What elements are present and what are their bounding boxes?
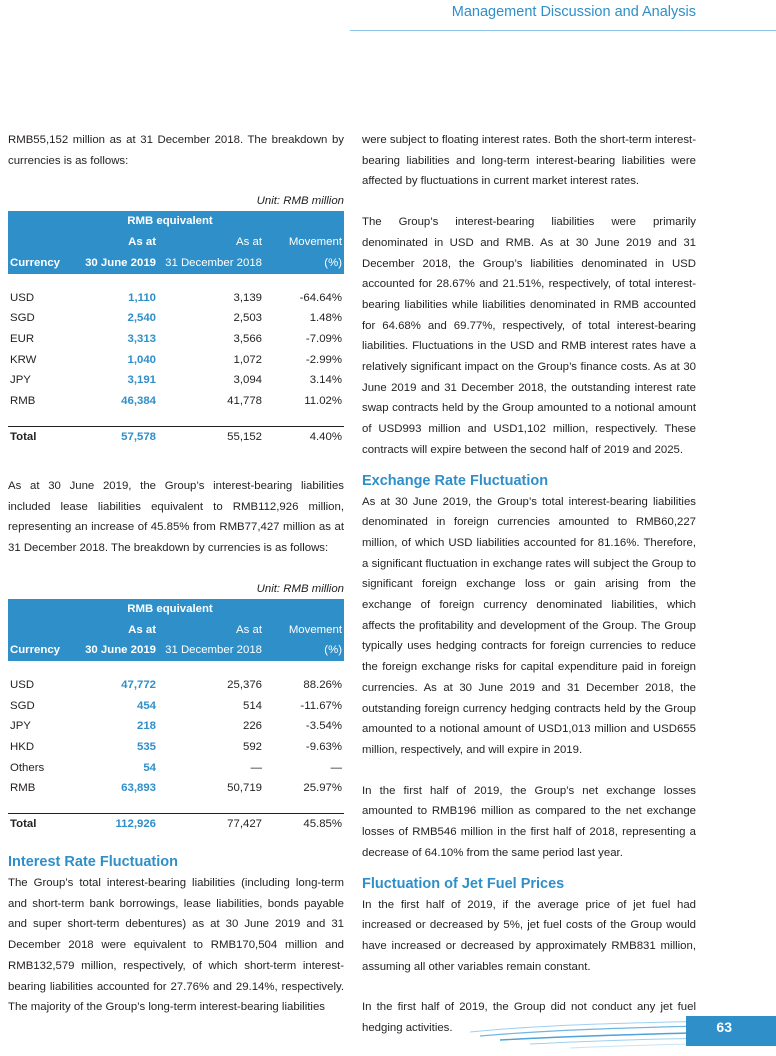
table-row (8, 737, 344, 758)
row-current: 1,040 (127, 353, 156, 366)
table2-currency-label: Currency (10, 644, 61, 657)
running-header: Management Discussion and Analysis (451, 4, 696, 20)
row-currency: USD (10, 291, 35, 304)
row-currency: HKD (10, 741, 35, 754)
table-row (8, 391, 344, 412)
intro-paragraph: RMB55,152 million as at 31 December 2018. The breakdown by currencies is as follows: (8, 134, 344, 167)
row-currency: JPY (10, 374, 31, 387)
row-prior: 3,139 (233, 291, 262, 304)
row-currency: KRW (10, 353, 37, 366)
table-row (8, 329, 344, 350)
row-currency: RMB (10, 395, 36, 408)
row-movement: -2.99% (305, 353, 342, 366)
table1-current-date: 30 June 2019 (85, 256, 156, 269)
currency-table-2 (8, 599, 344, 835)
left-column (8, 130, 344, 447)
table2-unit: Unit: RMB million (256, 582, 344, 595)
row-current: 218 (136, 720, 156, 733)
row-movement: -7.09% (305, 332, 342, 345)
table1-asat-current: As at (128, 236, 156, 249)
interest-rate-paragraph: The Group’s total interest-bearing liabilities (including long-term and short-term bank borrowings, lease liabilities, bonds payable and super short-term debentures) as at 30 June 2019 and 31 December 2018 were equivalent to RMB170,504 million and RMB132,579 million, respectively, of which short-term interest-bearing liabilities accounted for 27.76% and 29.14%, respectively. The majority of the Group’s long-term interest-bearing liabilities (8, 877, 344, 1014)
row-current: 63,893 (121, 782, 156, 795)
row-current: 454 (136, 699, 156, 712)
row-prior: 50,719 (227, 782, 262, 795)
table-row (8, 288, 344, 309)
row-prior: 1,072 (233, 353, 262, 366)
total-label: Total (8, 814, 76, 835)
denomination-paragraph: The Group’s interest-bearing liabilities were primarily denominated in USD and RMB. As at 30 June 2019 and 31 December 2018, the Group’s liabilities denominated in USD accounted for 28.67% and 21.51%, respectively, of total interest-bearing liabilities while liabilities denominated in RMB accounted for 64.68% and 69.77%, respectively, of total interest-bearing liabilities. Fluctuations in the USD and RMB interest rates have a relatively significant impact on the Group’s finance costs. As at 30 June 2019 and 31 December 2018, the outstanding interest rate swap contracts held by the Group amounted to a notional amount of USD993 million and USD1,102 million, respectively. These contracts will expire between the second half of 2019 and 2025. (362, 216, 696, 456)
table2-prior-date: 31 December 2018 (165, 644, 262, 657)
table-row (8, 716, 344, 737)
row-movement: -11.67% (300, 699, 342, 712)
page-number: 63 (716, 1019, 732, 1035)
row-currency: JPY (10, 720, 31, 733)
row-current: 3,191 (127, 374, 156, 387)
currency-table-1 (8, 211, 344, 447)
table-row (8, 308, 344, 329)
total-movement: 45.85% (264, 814, 344, 835)
row-movement: 25.97% (303, 782, 342, 795)
table-total-row (8, 426, 344, 447)
table1-pct-label: (%) (324, 256, 342, 269)
total-current: 112,926 (76, 814, 158, 835)
row-current: 3,313 (127, 332, 156, 345)
left-column-bottom (8, 851, 344, 1018)
exchange-rate-paragraph-1: As at 30 June 2019, the Group’s total interest-bearing liabilities denominated in foreign currencies amounted to RMB60,227 million, of which USD liabilities accounted for 81.16%. Therefore, a significant fluctuation in exchange rates will subject the Group to significant foreign exchange loss or gain arising from the exchange of foreign currency denominated liabilities, which affects the profitability and development of the Group. The Group typically uses hedging contracts for foreign currencies to reduce the foreign exchange risks for capital expenditure paid in foreign currencies. As at 30 June 2019 and 31 December 2018, the outstanding foreign currency hedging contracts held by the Group amounted to a notional amount of USD1,013 million and USD655 million, respectively, and will expire in 2019. (362, 495, 696, 756)
table1-asat-prior: As at (236, 236, 262, 249)
row-movement: 88.26% (303, 678, 342, 691)
table1-unit: Unit: RMB million (256, 195, 344, 208)
table-total-row (8, 814, 344, 835)
row-prior: 592 (242, 741, 262, 754)
table1-currency-label: Currency (10, 256, 61, 269)
table2-asat-prior: As at (236, 623, 262, 636)
interest-rate-heading: Interest Rate Fluctuation (8, 854, 178, 870)
total-prior: 55,152 (158, 426, 264, 447)
row-currency: Others (10, 761, 45, 774)
row-prior: 226 (242, 720, 262, 733)
row-currency: USD (10, 678, 35, 691)
total-prior: 77,427 (158, 814, 264, 835)
table-row (8, 370, 344, 391)
left-column-middle (8, 476, 344, 835)
row-current: 2,540 (127, 312, 156, 325)
jet-fuel-paragraph-2: In the first half of 2019, the Group did not conduct any jet fuel hedging activities. (362, 1001, 696, 1035)
row-prior: 25,376 (227, 678, 262, 691)
table-row (8, 778, 344, 799)
row-current: 46,384 (121, 395, 156, 408)
row-current: 54 (143, 761, 156, 774)
table1-prior-date: 31 December 2018 (165, 256, 262, 269)
right-column (362, 130, 696, 1039)
table-row (8, 758, 344, 779)
table1-movement-label: Movement (288, 236, 342, 249)
total-current: 57,578 (76, 426, 158, 447)
table2-pct-label: (%) (324, 644, 342, 657)
jet-fuel-heading: Fluctuation of Jet Fuel Prices (362, 875, 565, 892)
row-movement: 1.48% (309, 312, 342, 325)
exchange-rate-paragraph-2: In the first half of 2019, the Group’s net exchange losses amounted to RMB196 million as compared to the net exchange losses of RMB546 million in the first half of 2018, representing a decrease of 64.10% from the same period last year. (362, 784, 696, 859)
row-prior: 3,566 (233, 332, 262, 345)
table2-current-date: 30 June 2019 (85, 644, 156, 657)
jet-fuel-paragraph-1: In the first half of 2019, if the average price of jet fuel had increased or decreased by 5%, jet fuel costs of the Group would have increased or decreased by approximately RMB831 million, assuming all other variables remain constant. (362, 898, 696, 973)
row-prior: 41,778 (227, 395, 262, 408)
table2-group-header: RMB equivalent (127, 602, 213, 615)
table-row (8, 350, 344, 371)
row-movement: -3.54% (305, 720, 342, 733)
header-rule (350, 30, 776, 31)
row-movement: 11.02% (304, 395, 342, 408)
row-movement: — (330, 761, 342, 774)
row-movement: 3.14% (309, 374, 342, 387)
total-movement: 4.40% (264, 426, 344, 447)
row-current: 535 (136, 741, 156, 754)
row-prior: 514 (242, 699, 262, 712)
row-prior: — (250, 761, 262, 774)
row-current: 47,772 (121, 678, 156, 691)
row-movement: -64.64% (299, 291, 342, 304)
total-label: Total (8, 426, 76, 447)
table-row (8, 696, 344, 717)
row-currency: RMB (10, 782, 36, 795)
table-row (8, 675, 344, 696)
table2-asat-current: As at (128, 623, 156, 636)
row-movement: -9.63% (305, 741, 342, 754)
floating-rate-paragraph: were subject to floating interest rates. Both the short-term interest-bearing liabilities and long-term interest-bearing liabilities were affected by fluctuations in current market interest rates. (362, 134, 696, 188)
row-prior: 2,503 (233, 312, 262, 325)
row-currency: SGD (10, 312, 35, 325)
row-current: 1,110 (128, 291, 156, 304)
table1-group-header: RMB equivalent (127, 215, 213, 228)
table2-movement-label: Movement (288, 623, 342, 636)
exchange-rate-heading: Exchange Rate Fluctuation (362, 472, 549, 489)
row-currency: EUR (10, 332, 35, 345)
lease-paragraph: As at 30 June 2019, the Group’s interest-bearing liabilities included lease liabilities equivalent to RMB112,926 million, representing an increase of 45.85% from RMB77,427 million as at 31 December 2018. The breakdown by currencies is as follows: (8, 480, 344, 555)
row-prior: 3,094 (233, 374, 262, 387)
row-currency: SGD (10, 699, 35, 712)
